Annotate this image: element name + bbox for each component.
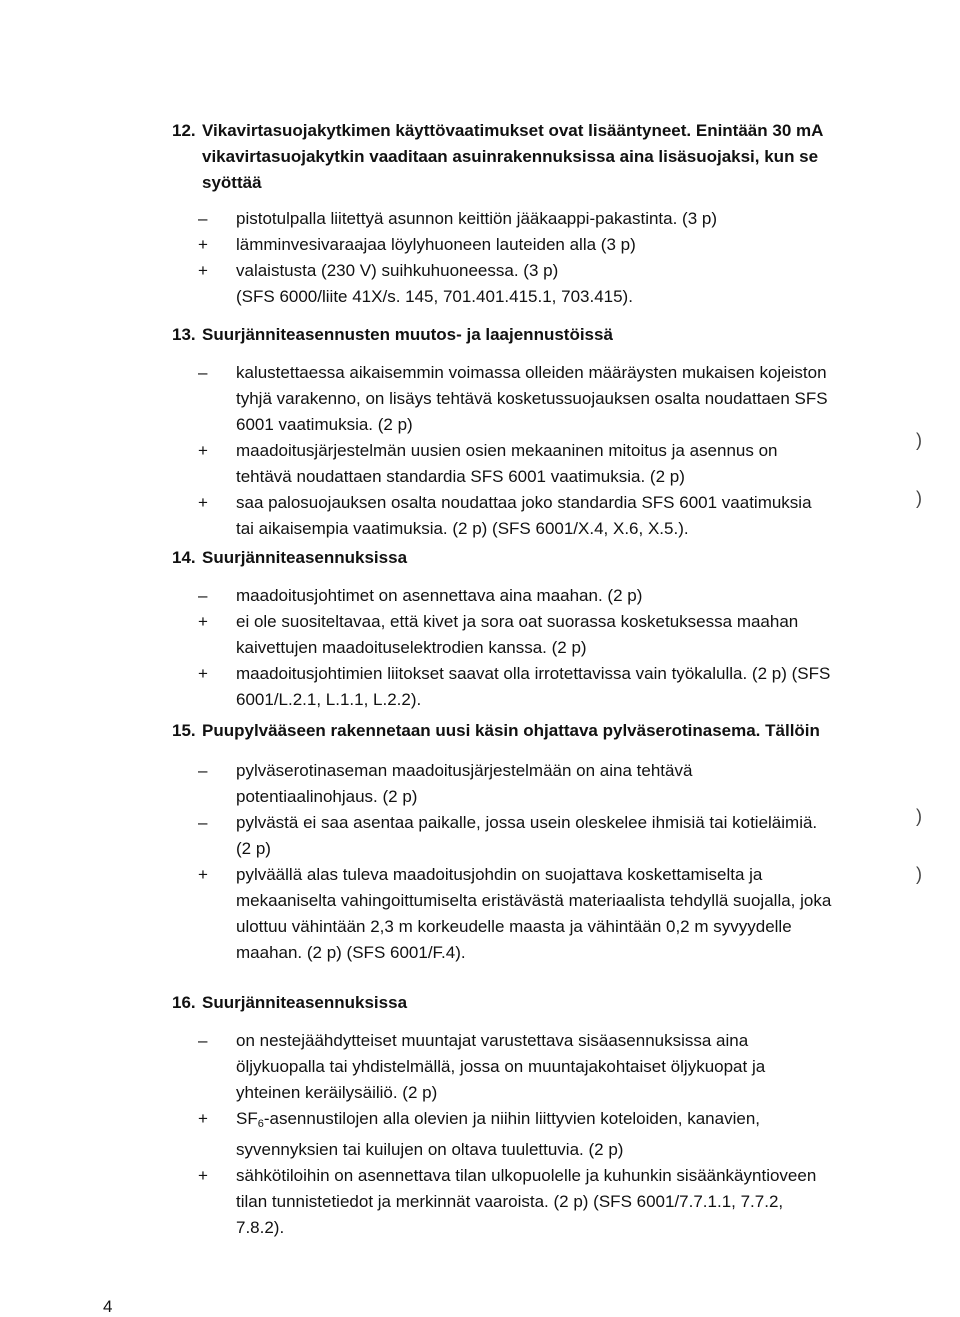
subscript: 6: [257, 1118, 264, 1130]
question-number: 12.: [172, 121, 196, 140]
answer-symbol: +: [198, 261, 208, 280]
answer-symbol: +: [198, 865, 208, 884]
answer-text: maadoitusjohtimien liitokset saavat olla irrotettavissa vain työkalulla. (2 p) (SFS 6001/L.2.1, L.1.1, L.2.2).: [236, 664, 831, 709]
answer-item: [198, 661, 832, 713]
question-heading: [172, 545, 832, 571]
answer-symbol: +: [198, 664, 208, 683]
margin-mark: ): [916, 864, 922, 884]
question-heading: [172, 118, 832, 196]
answer-item: [198, 1163, 832, 1241]
question-number: 14.: [172, 548, 196, 567]
answer-text: pylväällä alas tuleva maadoitusjohdin on suojattava koskettamiselta ja mekaaniselta vahingoittumiselta eristävästä materiaalista tehdyllä suojalla, joka ulottuu vähintään 2,3 m korkeudelle maasta ja vähintään 0,2 m syvyydelle maahan. (2 p) (SFS 6001/F.4).: [236, 865, 832, 962]
answer-item: [198, 758, 832, 810]
answer-text: sähkötiloihin on asennettava tilan ulkopuolelle ja kuhunkin sisäänkäyntioveen tilan tunnistetiedot ja merkinnät vaaroista. (2 p) (SFS 6001/7.7.1.1, 7.7.2, 7.8.2).: [236, 1166, 817, 1237]
answer-symbol: –: [198, 813, 208, 832]
answer-text: maadoitusjärjestelmän uusien osien mekaaninen mitoitus ja asennus on tehtävä noudattaen standardia SFS 6001 vaatimuksia. (2 p): [236, 441, 778, 486]
question-text: Suurjänniteasennusten muutos- ja laajennustöissä: [202, 325, 613, 344]
page-number: 4: [103, 1297, 113, 1316]
margin-mark: ): [916, 806, 922, 826]
answer-text: kalustettaessa aikaisemmin voimassa olleiden määräysten mukaisen kojeiston tyhjä varakenno, on lisäys tehtävä kosketussuojauksen osalta noudattaen SFS 6001 vaatimuksia. (2 p): [236, 363, 828, 434]
answer-text: valaistusta (230 V) suihkuhuoneessa. (3 p): [236, 261, 559, 280]
answer-item: [198, 1028, 832, 1106]
answer-text: pistotulpalla liitettyä asunnon keittiön jääkaappi-pakastinta. (3 p): [236, 209, 718, 228]
answer-item: [198, 583, 832, 609]
question-text: Suurjänniteasennuksissa: [202, 548, 408, 567]
question-13: [172, 322, 832, 542]
answer-text: saa palosuojauksen osalta noudattaa joko standardia SFS 6001 vaatimuksia tai aikaisempia vaatimuksia. (2 p) (SFS 6001/X.4, X.6, X.5.).: [236, 493, 812, 538]
margin-mark: ): [916, 430, 922, 450]
answer-text: maadoitusjohtimet on asennettava aina maahan. (2 p): [236, 586, 643, 605]
answer-symbol: +: [198, 235, 208, 254]
answer-symbol: +: [198, 1109, 208, 1128]
answer-text: pylväserotinaseman maadoitusjärjestelmään on aina tehtävä potentiaalinohjaus. (2 p): [236, 761, 693, 806]
answer-symbol: –: [198, 1031, 208, 1050]
answer-item: [198, 609, 832, 661]
answer-item: [198, 438, 832, 490]
sf-text: SF: [236, 1109, 258, 1128]
answer-text: lämminvesivaraajaa löylyhuoneen lauteiden alla (3 p): [236, 235, 636, 254]
answer-symbol: +: [198, 1166, 208, 1185]
margin-mark: ): [916, 488, 922, 508]
question-12: [172, 118, 832, 310]
question-number: 15.: [172, 721, 196, 740]
answer-item: [198, 258, 832, 284]
question-heading: [172, 322, 832, 348]
answer-item: [198, 490, 832, 542]
answer-symbol: +: [198, 612, 208, 631]
question-number: 16.: [172, 993, 196, 1012]
answer-item: [198, 810, 832, 862]
answer-symbol: –: [198, 586, 208, 605]
question-15: [172, 718, 832, 966]
answer-text: ei ole suositeltavaa, että kivet ja sora oat suorassa kosketuksessa maahan kaivettujen maadoituselektrodien kanssa. (2 p): [236, 612, 799, 657]
question-text: Puupylvääseen rakennetaan uusi käsin ohjattava pylväserotinasema. Tällöin: [202, 721, 820, 740]
answer-text-rest: -asennustilojen alla olevien ja niihin liittyvien koteloiden, kanavien, syvennyksien tai kuilujen on oltava tuulettuvia. (2 p): [236, 1109, 760, 1159]
question-heading: [172, 718, 832, 744]
answer-item: [198, 1106, 832, 1163]
question-text: Suurjänniteasennuksissa: [202, 993, 408, 1012]
reference: (SFS 6000/liite 41X/s. 145, 701.401.415.1, 703.415).: [236, 287, 633, 306]
answer-item: [198, 862, 832, 966]
answer-symbol: –: [198, 761, 208, 780]
answer-item: [198, 206, 832, 232]
answer-text: pylvästä ei saa asentaa paikalle, jossa usein oleskelee ihmisiä tai kotieläimiä. (2 p): [236, 813, 818, 858]
answer-symbol: –: [198, 363, 208, 382]
answer-item: [198, 232, 832, 258]
answer-symbol: +: [198, 493, 208, 512]
question-14: [172, 545, 832, 713]
answer-symbol: –: [198, 209, 208, 228]
answer-text: on nestejäähdytteiset muuntajat varustettava sisäasennuksissa aina öljykuopalla tai yhdistelmällä, jossa on muuntajakohtaiset öljykuopat ja yhteinen keräilysäiliö. (2 p): [236, 1031, 766, 1102]
question-heading: [172, 990, 832, 1016]
question-number: 13.: [172, 325, 196, 344]
answer-text: [236, 1106, 832, 1163]
question-16: [172, 990, 832, 1241]
answer-item: [198, 360, 832, 438]
answer-symbol: +: [198, 441, 208, 460]
question-text: Vikavirtasuojakytkimen käyttövaatimukset ovat lisääntyneet. Enintään 30 mA vikavirtasuojakytkin vaaditaan asuinrakennuksissa aina lisäsuojaksi, kun se syöttää: [202, 121, 823, 192]
